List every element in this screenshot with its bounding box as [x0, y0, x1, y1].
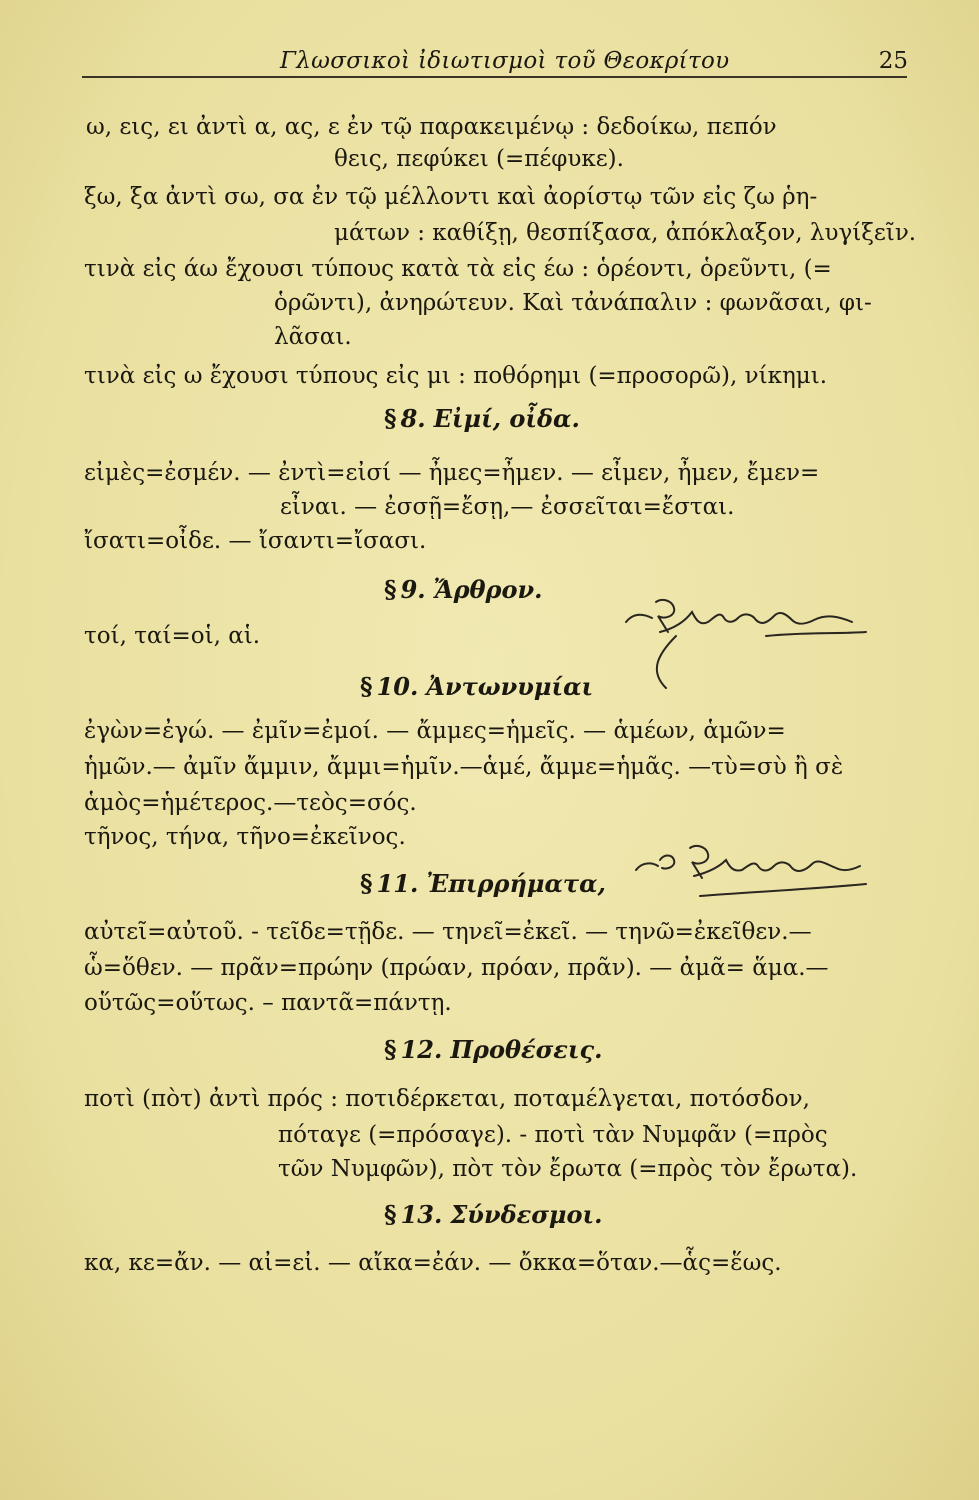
- text-line: οὕτῶς=οὕτως. – παντᾶ=πάντῃ.: [84, 990, 452, 1016]
- section-heading-8: [384, 404, 580, 433]
- section-number: 9.: [400, 575, 426, 604]
- section-title: Ἄρθρον.: [433, 575, 543, 604]
- header-rule: [82, 76, 907, 78]
- section-heading-10: [360, 672, 594, 701]
- section-mark: §: [384, 575, 397, 604]
- page-header: [80, 44, 910, 78]
- page-number: 25: [878, 48, 908, 74]
- section-heading-13: [384, 1200, 603, 1229]
- text-line: ξω, ξα ἀντὶ σω, σα ἐν τῷ μέλλοντι καὶ ἀορίστῳ τῶν εἰς ζω ῥη-: [84, 184, 818, 210]
- text-line: ὧ=ὅθεν. — πρᾶν=πρώην (πρώαν, πρόαν, πρᾶν). — ἀμᾶ= ἅμα.—: [84, 955, 829, 981]
- section-mark: §: [384, 404, 397, 433]
- text-line: τοί, ταί=οἱ, αἱ.: [84, 623, 261, 649]
- text-line: λᾶσαι.: [274, 324, 352, 350]
- section-mark: §: [360, 672, 373, 701]
- text-line: ἐγὼν=ἐγώ. — ἐμῖν=ἐμοί. — ἄμμες=ἡμεῖς. — ἁμέων, ἁμῶν=: [84, 718, 786, 744]
- text-line: θεις, πεφύκει (=πέφυκε).: [334, 146, 624, 172]
- running-title: Γλωσσικοὶ ἰδιωτισμοὶ τοῦ Θεοκρίτου: [280, 48, 730, 74]
- section-number: 8.: [400, 404, 426, 433]
- text-line: ποτὶ (πὸτ) ἀντὶ πρός : ποτιδέρκεται, ποταμέλγεται, ποτόσδον,: [84, 1086, 810, 1112]
- section-number: 10.: [376, 672, 419, 701]
- text-line: ἁμὸς=ἡμέτερος.—τεὸς=σός.: [84, 790, 417, 816]
- text-line: ἡμῶν.— ἀμῖν ἄμμιν, ἄμμι=ἡμῖν.—ἁμέ, ἄμμε=ἡμᾶς. —τὺ=σὺ ἢ σὲ: [84, 754, 844, 780]
- text-line: μάτων : καθίξῃ, θεσπίξασα, ἀπόκλαξον, λυγίξεῖν.: [334, 220, 917, 246]
- section-title: Εἰμί, οἶδα.: [433, 404, 580, 433]
- text-line: εἰμὲς=ἐσμέν. — ἐντὶ=εἰσί — ἦμες=ἦμεν. — εἶμεν, ἦμεν, ἔμεν=: [84, 460, 820, 486]
- section-mark: §: [384, 1035, 397, 1064]
- section-number: 11.: [376, 869, 419, 898]
- handwritten-signature: [616, 592, 886, 702]
- text-line: ἴσατι=οἶδε. — ἴσαντι=ἴσασι.: [84, 528, 427, 554]
- text-line: τινὰ εἰς άω ἔχουσι τύπους κατὰ τὰ εἰς έω : ὁρέοντι, ὁρεῦντι, (=: [84, 256, 832, 282]
- text-line: ω, εις, ει ἀντὶ α, ας, ε ἐν τῷ παρακειμένῳ : δεδοίκω, πεπόν: [86, 114, 777, 140]
- text-line: κα, κε=ἄν. — αἰ=εἰ. — αἴκα=ἐάν. — ὄκκα=ὅταν.—ἇς=ἕως.: [84, 1250, 782, 1276]
- section-title: Σύνδεσμοι.: [450, 1200, 603, 1229]
- text-line: τῆνος, τήνα, τῆνο=ἐκεῖνος.: [84, 824, 406, 850]
- handwritten-signature: [630, 840, 880, 910]
- section-title: Προθέσεις.: [450, 1035, 603, 1064]
- section-heading-9: [384, 575, 543, 604]
- section-number: 12.: [400, 1035, 443, 1064]
- section-title: Ἐπιρρήματα,: [426, 869, 606, 898]
- text-line: αὐτεῖ=αὐτοῦ. - τεῖδε=τῇδε. — τηνεῖ=ἐκεῖ. — τηνῶ=ἐκεῖθεν.—: [84, 919, 812, 945]
- section-heading-12: [384, 1035, 603, 1064]
- text-line: πόταγε (=πρόσαγε). - ποτὶ τὰν Νυμφᾶν (=πρὸς: [278, 1122, 828, 1148]
- text-line: τῶν Νυμφῶν), πὸτ τὸν ἔρωτα (=πρὸς τὸν ἔρωτα).: [278, 1156, 858, 1182]
- text-line: εἶναι. — ἐσσῇ=ἔσῃ,— ἐσσεῖται=ἔσται.: [280, 494, 735, 520]
- text-line: ὁρῶντι), ἀνηρώτευν. Καὶ τἀνάπαλιν : φωνᾶσαι, φι-: [274, 290, 872, 316]
- section-mark: §: [360, 869, 373, 898]
- section-mark: §: [384, 1200, 397, 1229]
- section-title: Ἀντωνυμίαι: [426, 672, 594, 701]
- text-line: τινὰ εἰς ω ἔχουσι τύπους εἰς μι : ποθόρημι (=προσορῶ), νίκημι.: [84, 363, 828, 389]
- section-number: 13.: [400, 1200, 443, 1229]
- section-heading-11: [360, 869, 606, 898]
